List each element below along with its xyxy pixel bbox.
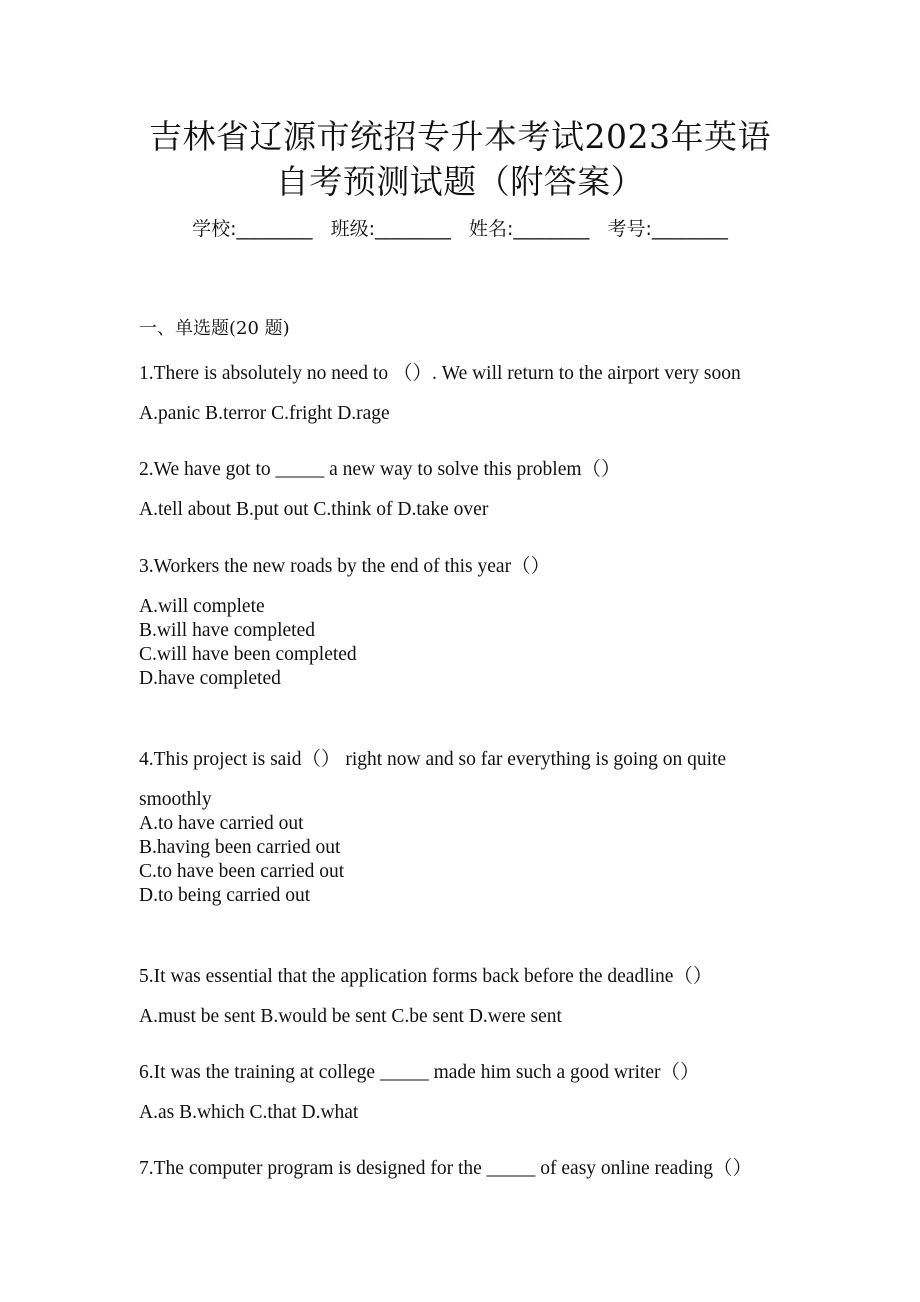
school-field: 学校:________ xyxy=(192,218,313,240)
question-3-option-d: D.have completed xyxy=(139,668,281,689)
question-3-option-c: C.will have been completed xyxy=(139,644,357,665)
question-4-stem: 4.This project is said（） right now and so far everything is going on quite xyxy=(139,749,727,770)
question-2-stem: 2.We have got to _____ a new way to solve this problem（） xyxy=(139,459,621,480)
question-4-option-a: A.to have carried out xyxy=(139,813,304,834)
exam-title-line-1: 吉林省辽源市统招专升本考试2023年英语 xyxy=(149,117,771,156)
question-4-option-d: D.to being carried out xyxy=(139,885,311,906)
question-7-stem: 7.The computer program is designed for the _____ of easy online reading（） xyxy=(139,1158,753,1179)
question-4-stem-continued: smoothly xyxy=(139,789,212,810)
question-4-option-b: B.having been carried out xyxy=(139,837,341,858)
exam-title-line-2: 自考预测试题（附答案） xyxy=(275,162,645,201)
question-2-options: A.tell about B.put out C.think of D.take over xyxy=(139,499,489,520)
name-field: 姓名:________ xyxy=(469,218,590,240)
question-6-stem: 6.It was the training at college _____ made him such a good writer（） xyxy=(139,1062,700,1083)
section-heading: 一、单选题(20 题) xyxy=(139,318,290,339)
question-5-options: A.must be sent B.would be sent C.be sent D.were sent xyxy=(139,1006,562,1027)
question-6-options: A.as B.which C.that D.what xyxy=(139,1102,359,1123)
question-1-stem: 1.There is absolutely no need to （）. We will return to the airport very soon xyxy=(139,363,741,384)
question-3-stem: 3.Workers the new roads by the end of this year（） xyxy=(139,556,551,577)
question-3-option-b: B.will have completed xyxy=(139,620,315,641)
question-5-stem: 5.It was essential that the application forms back before the deadline（） xyxy=(139,966,713,987)
question-1-options: A.panic B.terror C.fright D.rage xyxy=(139,403,390,424)
student-info-fields xyxy=(0,216,920,242)
class-field: 班级:________ xyxy=(330,218,451,240)
question-4-option-c: C.to have been carried out xyxy=(139,861,345,882)
question-3-option-a: A.will complete xyxy=(139,596,265,617)
exam-number-field: 考号:________ xyxy=(607,218,728,240)
